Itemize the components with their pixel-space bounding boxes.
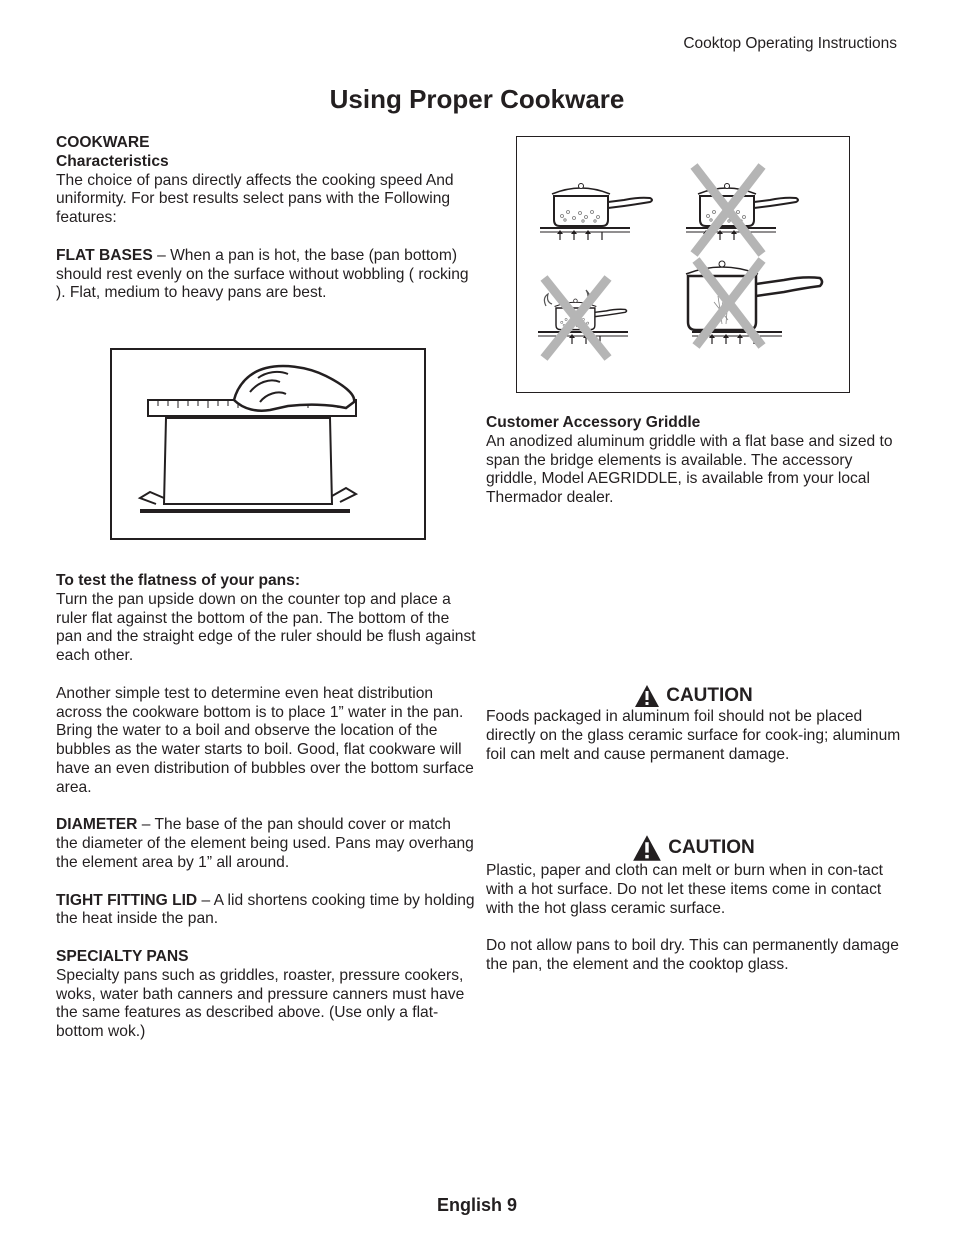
flat-bases-label: FLAT BASES: [56, 246, 153, 264]
flat-bases-text: – When a pan is hot, the base (pan bottom) should rest evenly on the surface without wobbling ( rocking ). Flat, medium to heavy pans are best.: [56, 246, 469, 302]
cookware-heading: COOKWARE: [56, 134, 150, 151]
caution-text-2: Plastic, paper and cloth can melt or burn when in con-tact with a hot surface. Do not let these items come in contact with the hot glass ceramic surface.: [486, 862, 883, 917]
caution-label-2: CAUTION: [668, 837, 755, 858]
flatness-section: [56, 572, 476, 1042]
diameter-paragraph: [56, 816, 476, 872]
caution-text-1: Foods packaged in aluminum foil should not be placed directly on the glass ceramic surface for cook-ing; aluminum foil can melt and cause permanent damage.: [486, 708, 901, 763]
specialty-text: Specialty pans such as griddles, roaster, pressure cookers, woks, water bath canners and pressure canners must have the same features as described above. (Use only a flat-bottom wok.): [56, 966, 465, 1041]
page-number: English 9: [436, 1195, 517, 1215]
diameter-label: DIAMETER: [56, 816, 138, 834]
characteristics-section: [56, 134, 476, 303]
lid-text: – A lid shortens cooking time by holding the heat inside the pan.: [56, 891, 475, 928]
boil-dry-text: Do not allow pans to boil dry. This can permanently damage the pan, the element and the cooktop glass.: [486, 937, 899, 973]
caution-block-2: [486, 834, 901, 975]
caution-heading-1: [486, 684, 901, 708]
lid-label: TIGHT FITTING LID: [56, 891, 198, 909]
lid-paragraph: [56, 892, 476, 930]
flatness-text: Turn the pan upside down on the counter top and place a ruler flat against the bottom of the pan. The bottom of the pan and the straight edge of the ruler should be flush against each other.: [56, 590, 476, 665]
griddle-section: [486, 414, 901, 508]
heat-test-text: Another simple test to determine even heat distribution across the cookware bottom is to place 1” water in the pan. Bring the water to a boil and observe the location of the bubbles as the water starts to boil. Good, flat cookware will have an even distribution of bubbles over the bottom surface area.: [56, 684, 474, 796]
running-header: Cooktop Operating Instructions: [683, 35, 897, 52]
griddle-heading: Customer Accessory Griddle: [486, 414, 701, 431]
flat-bases-paragraph: [56, 247, 476, 303]
warning-triangle-icon: [632, 834, 662, 862]
characteristics-heading: Characteristics: [56, 152, 169, 170]
caution-label-1: CAUTION: [666, 685, 753, 706]
page-title: Using Proper Cookware: [329, 84, 625, 114]
characteristics-text: The choice of pans directly affects the cooking speed And uniformity. For best results select pans with the Following features:: [56, 171, 454, 227]
warning-triangle-icon: [634, 684, 660, 708]
cookware-comparison-illustration: [516, 136, 850, 393]
diameter-text: – The base of the pan should cover or match the diameter of the element being used. Pans may overhang the element area by 1” all around.: [56, 816, 474, 871]
caution-heading-2: [486, 834, 901, 862]
griddle-text: An anodized aluminum griddle with a flat base and sized to span the bridge elements is available. The accessory griddle, Model AEGRIDDLE, is available from your local Thermador dealer.: [486, 432, 893, 507]
ruler-flatness-illustration: [110, 348, 426, 540]
flatness-heading: To test the flatness of your pans:: [56, 572, 301, 589]
caution-block-1: [486, 684, 901, 764]
specialty-heading: SPECIALTY PANS: [56, 947, 189, 965]
